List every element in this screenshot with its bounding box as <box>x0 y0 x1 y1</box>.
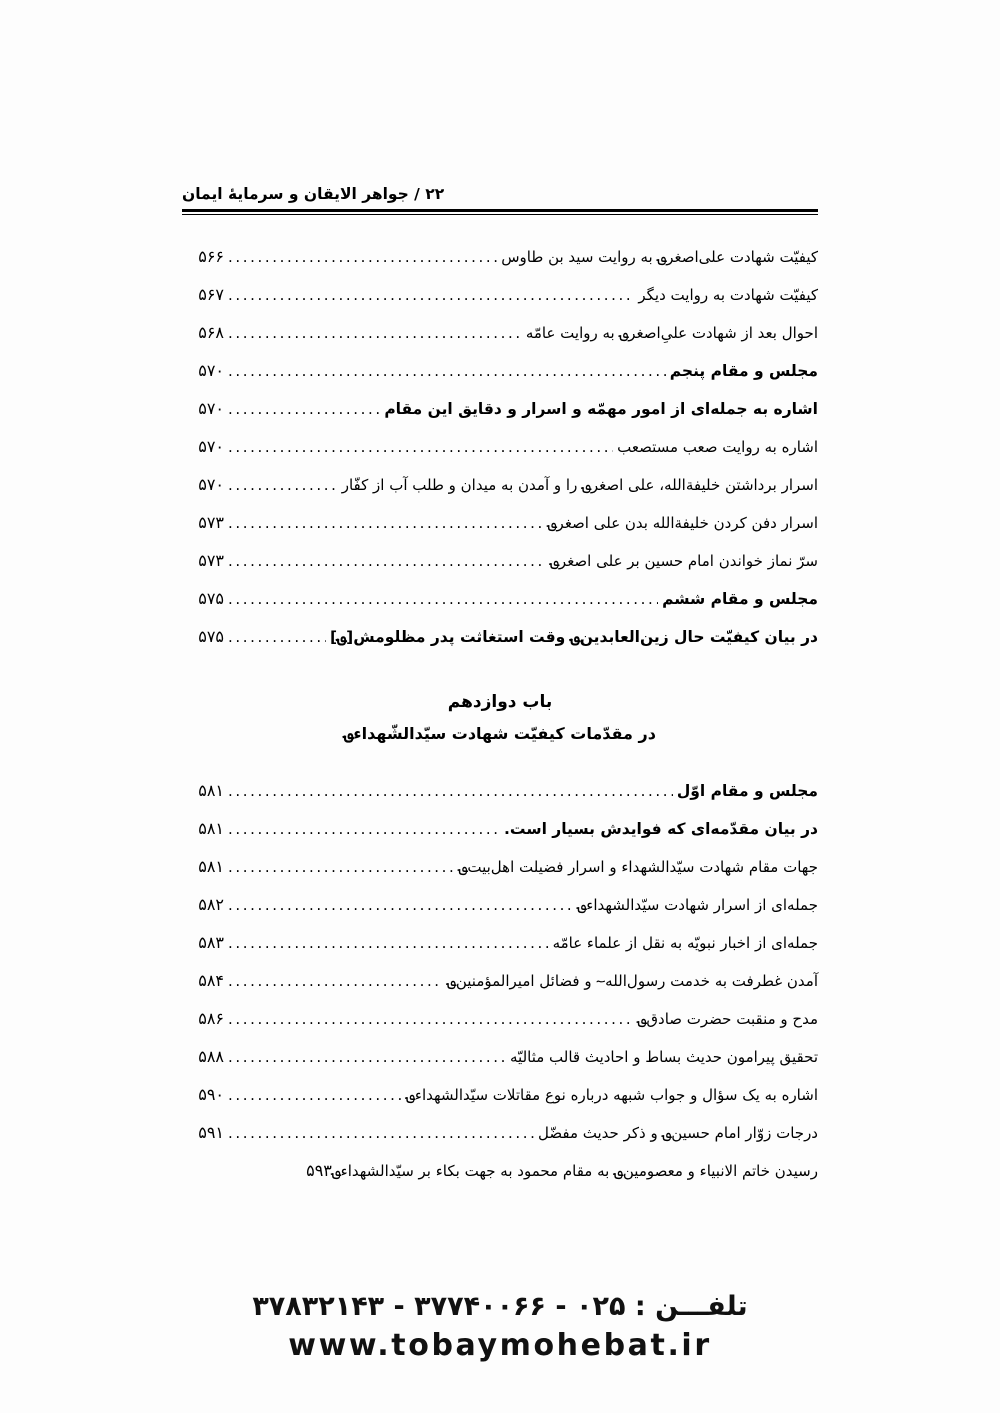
chapter-subtitle: در مقدّمات کیفیّت شهادت سیّدالشّهداء؈ <box>344 724 656 744</box>
toc-entry-page-number: ۵۸۱ <box>198 819 224 839</box>
toc-dot-leader <box>228 1000 634 1038</box>
toc-entry-page-number: ۵۶۸ <box>198 323 224 342</box>
toc-entry-title: در بیان مقدّمه‌ای که فوایدش بسیار است. <box>504 820 818 839</box>
toc-section-two <box>182 772 818 1190</box>
toc-entry-title: رسیدن خاتم الانبیاء و معصومین؈ به مقام محمود به جهت بکاء بر سیّدالشهداء؈ <box>331 1162 818 1181</box>
toc-entry[interactable] <box>182 542 818 580</box>
toc-entry-title: در بیان کیفیّت حال زین‌العابدین؈ وقت استغاثت پدر مظلومش[؈] <box>329 628 818 646</box>
toc-entry-title: درجات زوّار امام حسین؈ و ذکر حدیث مفضّل <box>538 1124 818 1143</box>
toc-entry-title: مجلس و مقام اوّل <box>676 782 818 801</box>
toc-entry-page-number: ۵۷۵ <box>198 589 224 608</box>
toc-dot-leader <box>228 542 546 580</box>
toc-entry[interactable] <box>182 924 818 962</box>
toc-dot-leader <box>228 1114 534 1152</box>
toc-entry[interactable] <box>182 504 818 542</box>
toc-entry[interactable] <box>182 390 818 428</box>
toc-entry[interactable] <box>182 1000 818 1038</box>
toc-dot-leader <box>228 810 500 848</box>
toc-entry-title: تحقیق پیرامون حدیث بساط و احادیث قالب مثالیّه <box>510 1048 818 1067</box>
toc-entry-title: کیفیّت شهادت علی‌اصغر؈ به روایت سید بن طاوس <box>501 248 818 266</box>
toc-entry-title: مجلس و مقام ششم <box>662 590 818 608</box>
running-head: ۲۲ / جواهر الایقان و سرمایهٔ ایمان <box>182 185 445 203</box>
toc-dot-leader <box>228 618 326 656</box>
toc-dot-leader <box>228 238 497 276</box>
toc-entry-page-number: ۵۷۰ <box>198 399 224 418</box>
footer-phone: تلفـــن : ۰۲۵ - ۳۷۷۴۰۰۶۶ - ۳۷۸۳۲۱۴۳ <box>252 1291 748 1322</box>
toc-dot-leader <box>228 962 443 1000</box>
toc-entry-title: جمله‌ای از اخبار نبویّه به نقل از علماء عامّه <box>552 934 818 953</box>
toc-entry-title: سرّ نماز خواندن امام حسین بر علی اصغر؈ <box>550 552 818 570</box>
chapter-heading-block <box>182 686 818 750</box>
toc-entry-page-number: ۵۸۸ <box>198 1047 224 1067</box>
toc-dot-leader <box>228 886 573 924</box>
toc-entry-title: مجلس و مقام پنجم <box>669 362 818 380</box>
toc-entry-title: اسرار دفن کردن خلیفةالله بدن علی اصغر؈ <box>547 514 818 532</box>
toc-entry-page-number: ۵۹۱ <box>198 1123 224 1143</box>
toc-entry-page-number: ۵۸۲ <box>198 895 224 915</box>
toc-dot-leader <box>228 314 522 352</box>
table-of-contents <box>182 238 818 1190</box>
toc-entry[interactable] <box>182 772 818 810</box>
toc-entry-page-number: ۵۹۰ <box>198 1085 224 1105</box>
toc-entry-page-number: ۵۷۰ <box>198 437 224 456</box>
toc-entry[interactable] <box>182 1038 818 1076</box>
toc-entry-title: مدح و منقبت حضرت صادق؈ <box>637 1010 818 1029</box>
toc-entry[interactable] <box>182 848 818 886</box>
toc-entry[interactable] <box>182 1114 818 1152</box>
header-divider-rule <box>182 209 818 215</box>
toc-entry-page-number: ۵۷۰ <box>198 475 224 494</box>
toc-dot-leader <box>228 504 544 542</box>
toc-section-one <box>182 238 818 656</box>
toc-entry[interactable] <box>182 886 818 924</box>
toc-entry-page-number: ۵۷۳ <box>198 513 224 532</box>
toc-dot-leader <box>228 848 455 886</box>
chapter-title: باب دوازدهم <box>447 692 553 712</box>
toc-entry[interactable] <box>182 618 818 656</box>
toc-entry-title: اشاره به جمله‌ای از امور مهمّه و اسرار و دقایق این مقام <box>384 400 818 418</box>
toc-entry-page-number: ۵۷۵ <box>198 627 224 646</box>
toc-entry-page-number: ۵۶۷ <box>198 285 224 304</box>
toc-entry-page-number: ۵۷۳ <box>198 551 224 570</box>
toc-entry[interactable] <box>182 962 818 1000</box>
toc-entry-page-number: ۵۸۱ <box>198 857 224 877</box>
toc-entry[interactable] <box>182 352 818 390</box>
toc-entry-title: اشاره به یک سؤال و جواب شبهه درباره نوع مقاتلات سیّدالشهداء؈ <box>406 1086 818 1105</box>
toc-entry[interactable] <box>182 428 818 466</box>
toc-entry-title: احوال بعد از شهادت علیِ‌اصغر؈ به روایت عامّه <box>525 324 818 342</box>
toc-entry-page-number: ۵۸۳ <box>198 933 224 953</box>
toc-entry-page-number: ۵۸۱ <box>198 781 224 801</box>
toc-dot-leader <box>228 352 666 390</box>
toc-dot-leader <box>228 580 658 618</box>
toc-entry-page-number: ۵۹۳ <box>306 1161 332 1181</box>
toc-entry-title: جمله‌ای از اسرار شهادت سیّدالشهداء؈ <box>577 896 818 915</box>
toc-entry[interactable] <box>182 276 818 314</box>
toc-entry-title: جهات مقام شهادت سیّدالشهداء و اسرار فضیلت اهل‌بیت؈ <box>458 858 818 877</box>
toc-dot-leader <box>228 1076 402 1114</box>
toc-entry[interactable] <box>182 466 818 504</box>
toc-dot-leader <box>228 390 380 428</box>
toc-entry[interactable] <box>182 314 818 352</box>
toc-dot-leader <box>228 466 338 504</box>
toc-entry[interactable] <box>182 1076 818 1114</box>
toc-entry-page-number: ۵۷۰ <box>198 361 224 380</box>
toc-dot-leader <box>228 1038 506 1076</box>
toc-entry[interactable] <box>182 580 818 618</box>
toc-entry-page-number: ۵۸۴ <box>198 971 224 991</box>
toc-entry-title: آمدن غطرفت به خدمت رسول‌الله؅ و فضائل امیرالمؤمنین؈ <box>447 972 818 991</box>
footer-website[interactable]: www.tobaymohebat.ir <box>288 1327 712 1363</box>
toc-dot-leader <box>228 276 634 314</box>
page-footer <box>0 1290 1000 1365</box>
toc-entry[interactable] <box>182 810 818 848</box>
toc-dot-leader <box>228 924 549 962</box>
toc-entry-title: اسرار برداشتن خلیفةالله، علی اصغر؈ را و آمدن به میدان و طلب آب از کفّار <box>341 476 818 494</box>
toc-entry-page-number: ۵۸۶ <box>198 1009 224 1029</box>
toc-dot-leader <box>228 772 673 810</box>
toc-dot-leader <box>228 428 613 466</box>
page-header <box>182 185 818 215</box>
toc-entry-title: اشاره به روایت صعب مستصعب <box>617 438 818 456</box>
toc-entry[interactable] <box>182 1152 818 1190</box>
toc-entry-page-number: ۵۶۶ <box>198 247 224 266</box>
toc-entry-title: کیفیّت شهادت به روایت دیگر <box>638 286 818 304</box>
toc-entry[interactable] <box>182 238 818 276</box>
